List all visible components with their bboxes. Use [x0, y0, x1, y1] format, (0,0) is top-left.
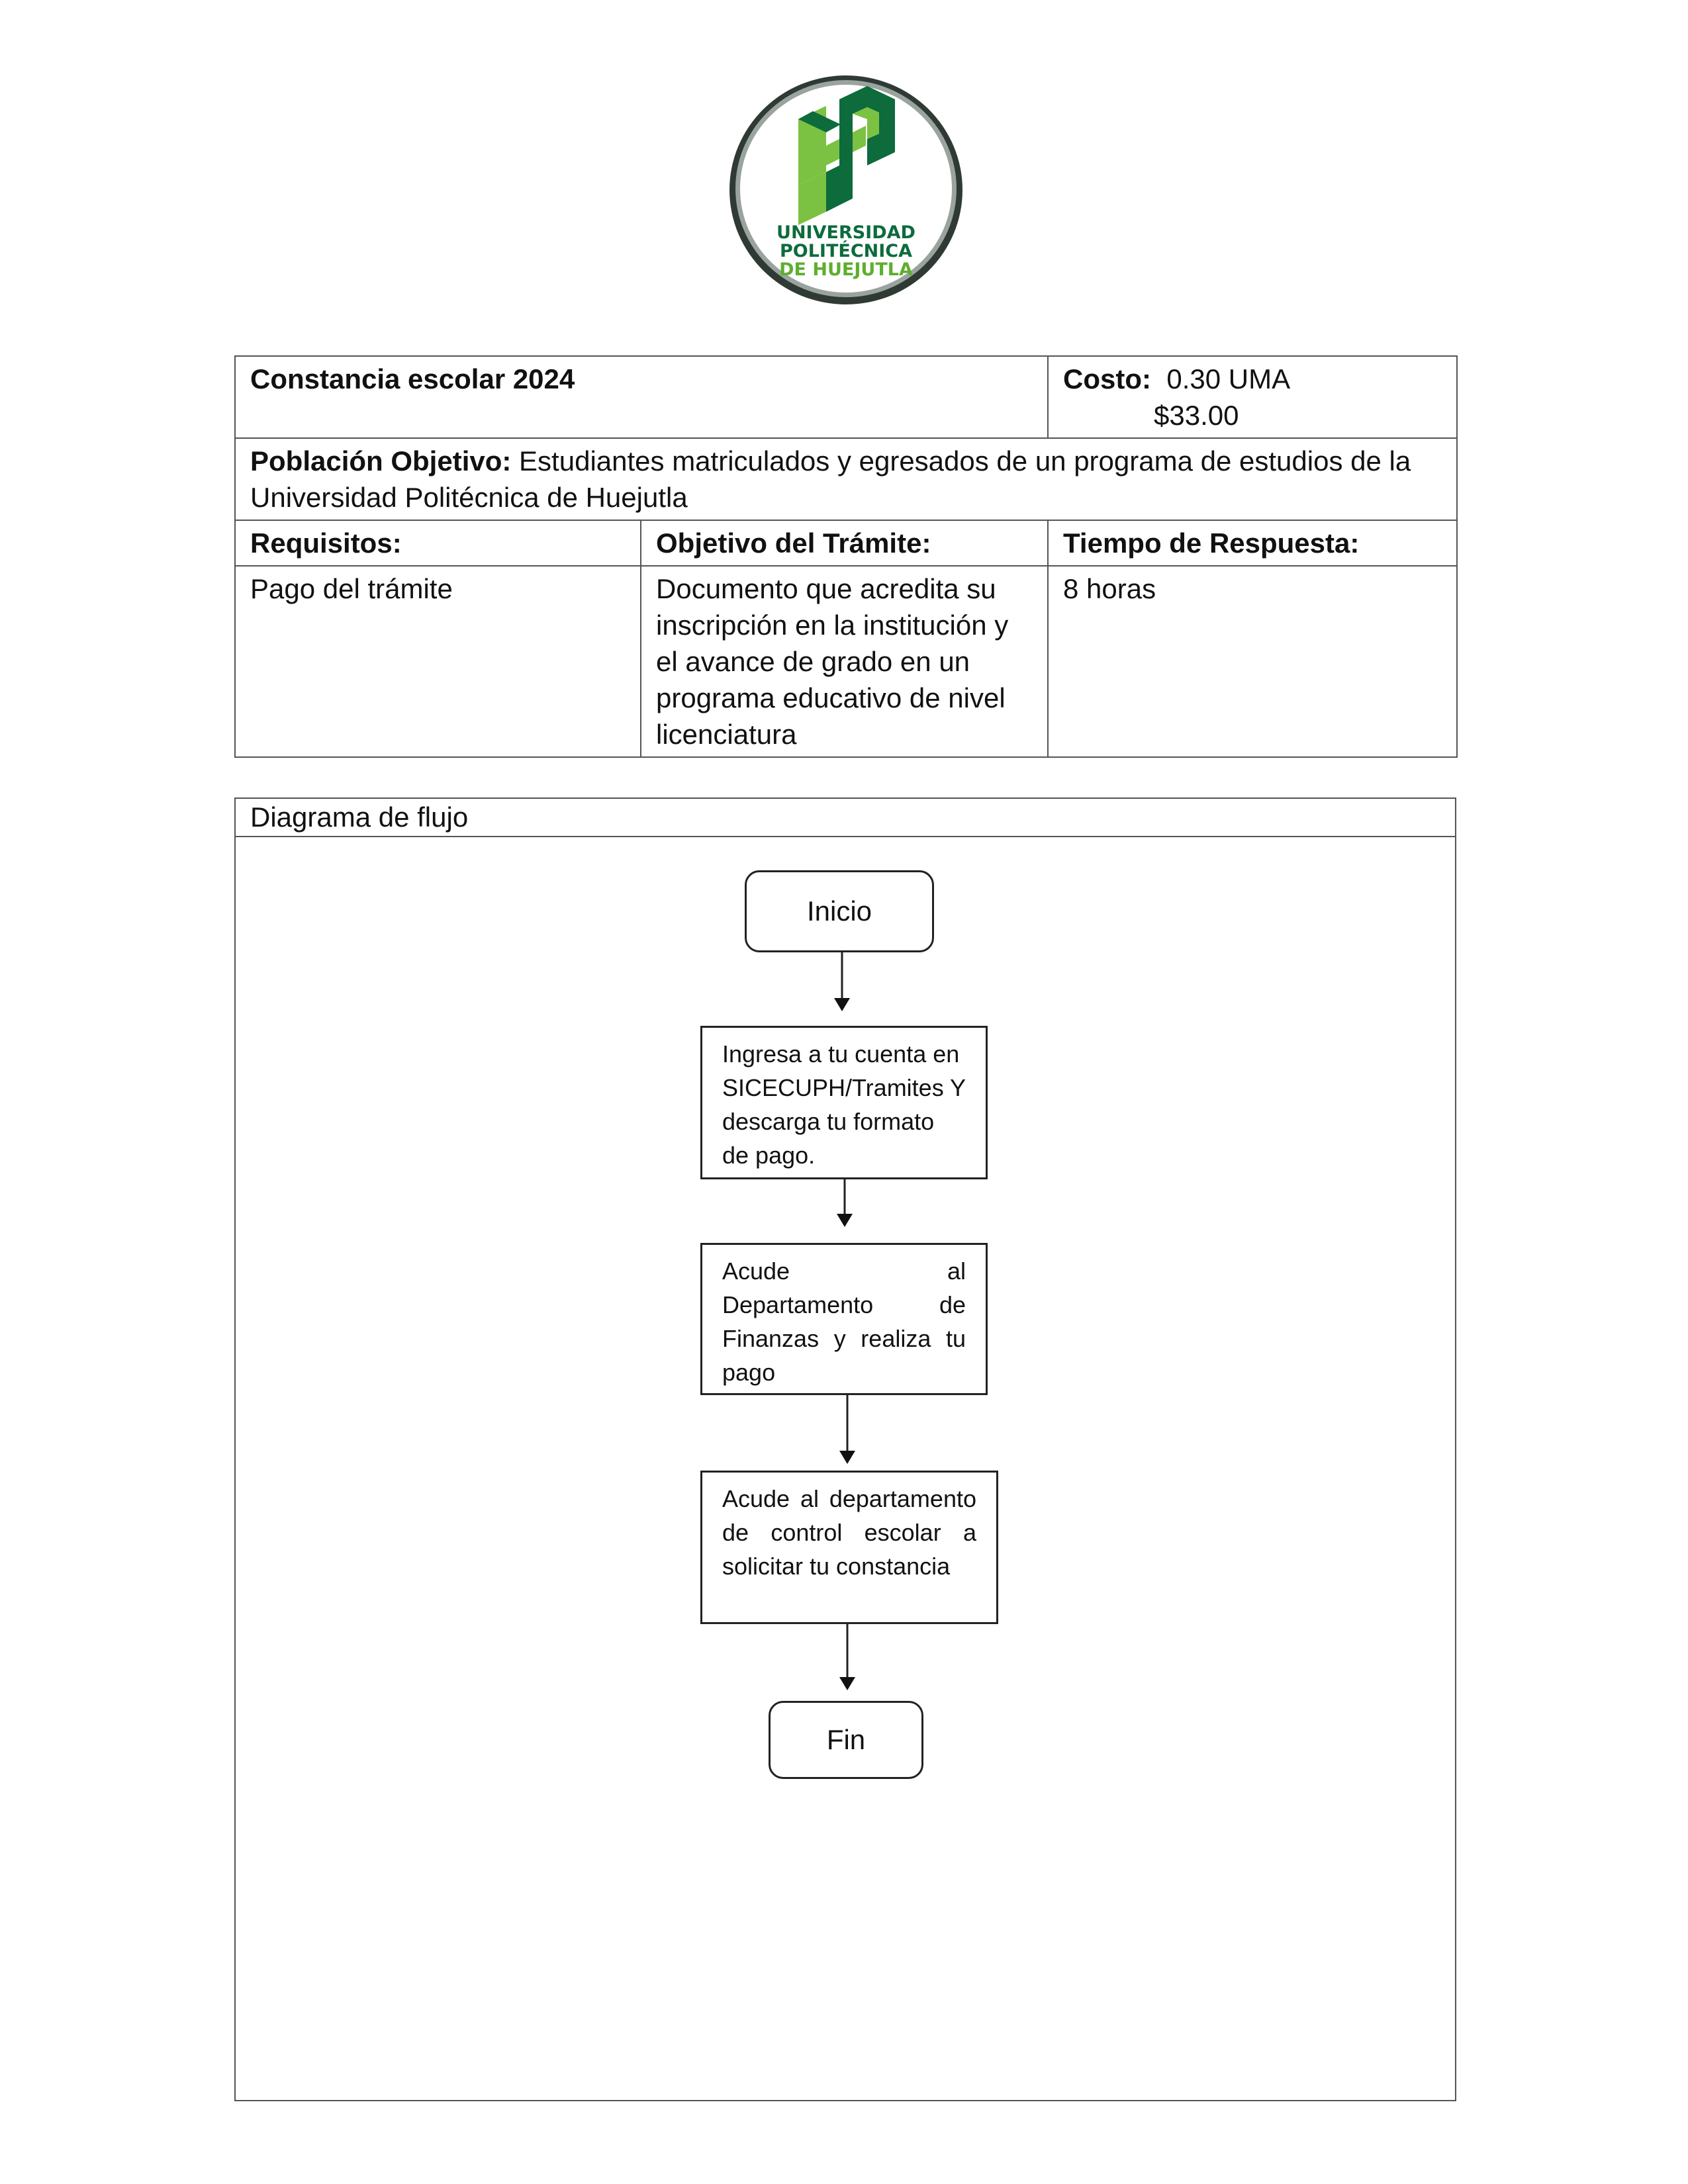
requirements-header: Requisitos:: [235, 520, 641, 566]
flow-diagram-header: Diagrama de flujo: [236, 799, 1455, 837]
flow-step1-node: [700, 1026, 988, 1179]
requirements-value: Pago del trámite: [235, 566, 641, 757]
flow-step1-label: Ingresa a tu cuenta en SICECUPH/Tramites Y descarga tu formato de pago.: [722, 1040, 966, 1169]
cost-label: Costo:: [1063, 363, 1151, 394]
title-cell: [235, 356, 1048, 438]
response-time-header: Tiempo de Respuesta:: [1048, 520, 1457, 566]
flow-start-label: Inicio: [806, 895, 872, 927]
university-logo: [727, 73, 965, 308]
flow-step2-node: [700, 1243, 988, 1395]
population-label: Población Objetivo:: [250, 445, 512, 477]
logo-line2: POLITÉCNICA: [779, 241, 913, 261]
flow-step2-label: Acude al Departamento de Finanzas y realiza tu pago: [722, 1257, 966, 1386]
logo-line3: DE HUEJUTLA: [779, 259, 913, 280]
cost-cell: [1048, 356, 1457, 438]
flow-end-node: [769, 1701, 923, 1779]
procedure-title: Constancia escolar 2024: [250, 363, 575, 394]
flow-diagram-section: [234, 797, 1456, 2101]
logo-line1: UNIVERSIDAD: [776, 222, 915, 243]
cost-amount: $33.00: [1154, 400, 1239, 431]
cost-uma: 0.30 UMA: [1166, 363, 1291, 394]
population-cell: [235, 438, 1457, 520]
population-text: Estudiantes matriculados y egresados de un programa de estudios de la Universidad Politécnica de Huejutla: [250, 445, 1411, 513]
objective-value: Documento que acredita su inscripción en la institución y el avance de grado en un programa educativo de nivel licenciatura: [641, 566, 1048, 757]
response-time-value: 8 horas: [1048, 566, 1457, 757]
flow-end-label: Fin: [826, 1724, 866, 1755]
flow-step3-node: [700, 1471, 998, 1624]
objective-header: Objetivo del Trámite:: [641, 520, 1048, 566]
flow-step3-label: Acude al departamento de control escolar a solicitar tu constancia: [722, 1485, 976, 1580]
procedure-info-table: [234, 355, 1458, 758]
flow-start-node: [745, 870, 934, 952]
